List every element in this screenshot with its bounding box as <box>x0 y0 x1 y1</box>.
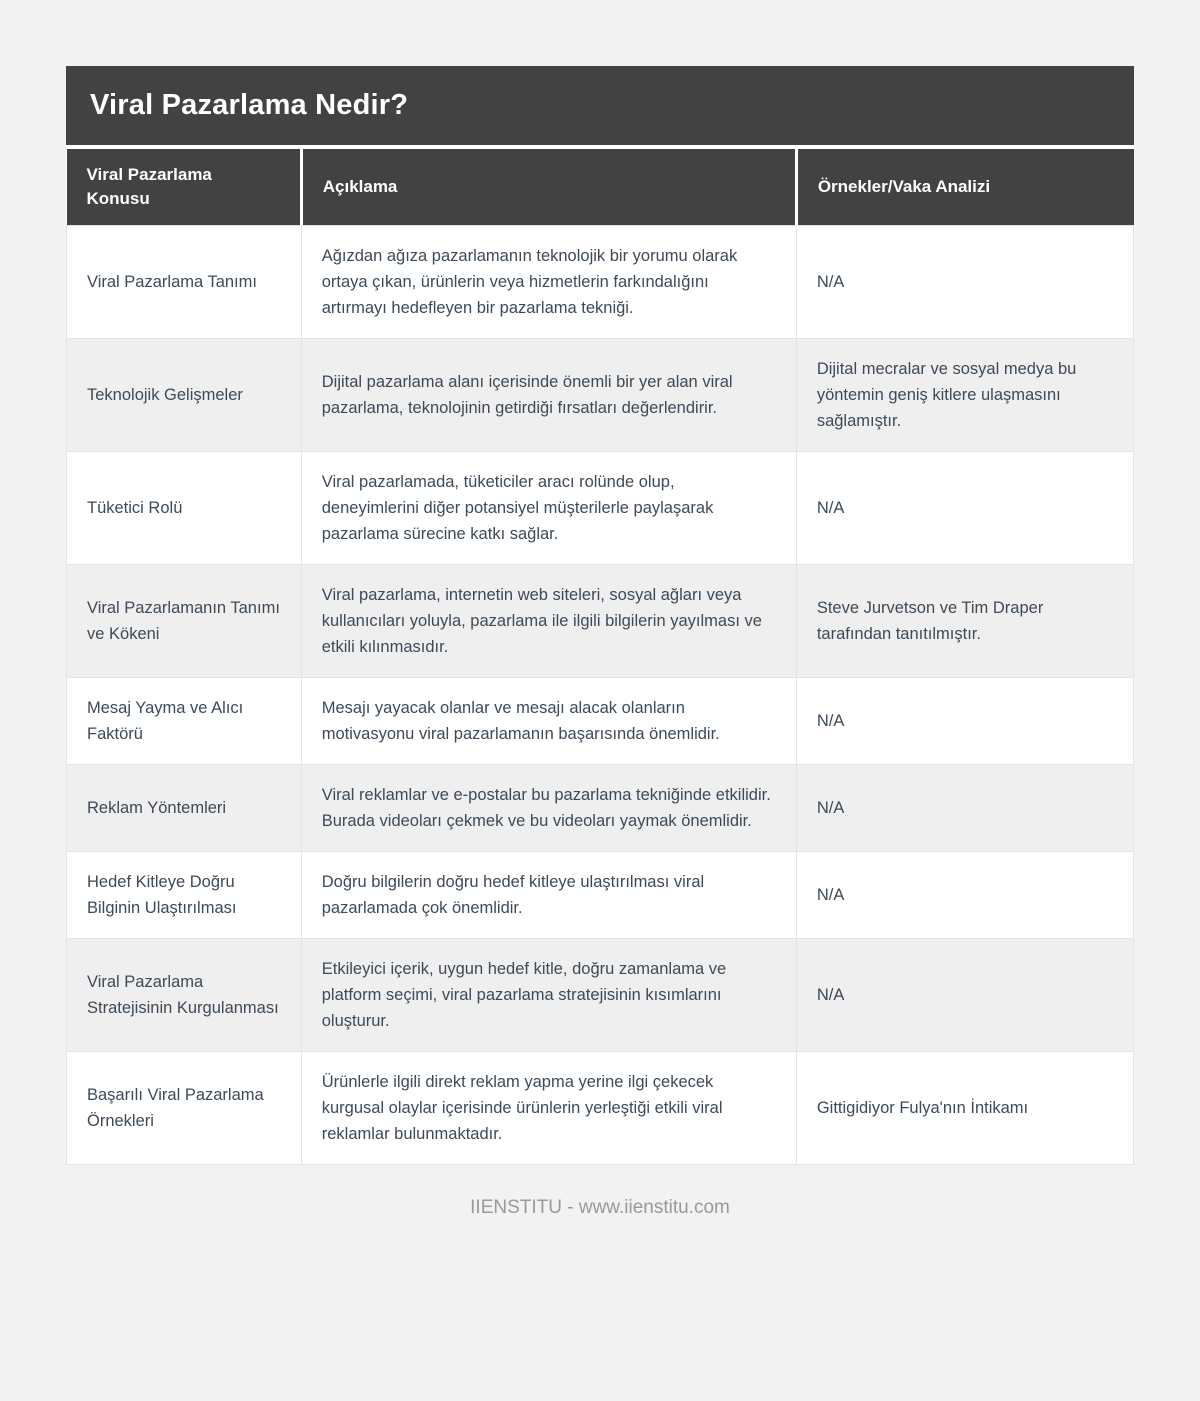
table-body <box>67 226 1134 1165</box>
cell-topic: Reklam Yöntemleri <box>67 765 302 852</box>
cell-description: Ürünlerle ilgili direkt reklam yapma yerine ilgi çekecek kurgusal olaylar içerisinde ürünlerin yerleştiği etkili viral reklamlar bulunmaktadır. <box>301 1052 796 1165</box>
cell-topic: Viral Pazarlamanın Tanımı ve Kökeni <box>67 565 302 678</box>
table-row <box>67 226 1134 339</box>
cell-description: Dijital pazarlama alanı içerisinde önemli bir yer alan viral pazarlama, teknolojinin getirdiği fırsatları değerlendirir. <box>301 339 796 452</box>
viral-marketing-table <box>66 145 1134 1165</box>
cell-description: Viral reklamlar ve e-postalar bu pazarlama tekniğinde etkilidir. Burada videoları çekmek ve bu videoları yaymak önemlidir. <box>301 765 796 852</box>
table-row <box>67 565 1134 678</box>
cell-example: N/A <box>796 226 1133 339</box>
footer-credit: IIENSTITU - www.iienstitu.com <box>470 1197 730 1218</box>
cell-description: Etkileyici içerik, uygun hedef kitle, doğru zamanlama ve platform seçimi, viral pazarlama stratejisinin kısımlarını oluşturur. <box>301 939 796 1052</box>
table-row <box>67 1052 1134 1165</box>
cell-topic: Teknolojik Gelişmeler <box>67 339 302 452</box>
cell-topic: Mesaj Yayma ve Alıcı Faktörü <box>67 678 302 765</box>
cell-example: N/A <box>796 765 1133 852</box>
cell-topic: Viral Pazarlama Tanımı <box>67 226 302 339</box>
table-row <box>67 678 1134 765</box>
table-row <box>67 939 1134 1052</box>
column-header-topic: Viral Pazarlama Konusu <box>67 147 302 226</box>
cell-topic: Başarılı Viral Pazarlama Örnekleri <box>67 1052 302 1165</box>
table-row <box>67 452 1134 565</box>
cell-example: Gittigidiyor Fulya'nın İntikamı <box>796 1052 1133 1165</box>
viral-marketing-card <box>66 66 1134 1165</box>
column-header-description: Açıklama <box>301 147 796 226</box>
cell-example: N/A <box>796 452 1133 565</box>
cell-topic: Tüketici Rolü <box>67 452 302 565</box>
column-header-examples: Örnekler/Vaka Analizi <box>796 147 1133 226</box>
cell-topic: Viral Pazarlama Stratejisinin Kurgulanması <box>67 939 302 1052</box>
cell-example: Steve Jurvetson ve Tim Draper tarafından tanıtılmıştır. <box>796 565 1133 678</box>
cell-example: N/A <box>796 678 1133 765</box>
table-header-row <box>67 147 1134 226</box>
cell-example: N/A <box>796 939 1133 1052</box>
cell-description: Viral pazarlama, internetin web siteleri, sosyal ağları veya kullanıcıları yoluyla, pazarlama ile ilgili bilgilerin yayılması ve etkili kılınmasıdır. <box>301 565 796 678</box>
cell-example: N/A <box>796 852 1133 939</box>
cell-description: Doğru bilgilerin doğru hedef kitleye ulaştırılması viral pazarlamada çok önemlidir. <box>301 852 796 939</box>
cell-description: Mesajı yayacak olanlar ve mesajı alacak olanların motivasyonu viral pazarlamanın başarısında önemlidir. <box>301 678 796 765</box>
cell-example: Dijital mecralar ve sosyal medya bu yöntemin geniş kitlere ulaşmasını sağlamıştır. <box>796 339 1133 452</box>
page-title: Viral Pazarlama Nedir? <box>66 66 1134 145</box>
cell-topic: Hedef Kitleye Doğru Bilginin Ulaştırılması <box>67 852 302 939</box>
table-row <box>67 765 1134 852</box>
cell-description: Viral pazarlamada, tüketiciler aracı rolünde olup, deneyimlerini diğer potansiyel müşterilerle paylaşarak pazarlama sürecine katkı sağlar. <box>301 452 796 565</box>
table-row <box>67 339 1134 452</box>
table-row <box>67 852 1134 939</box>
cell-description: Ağızdan ağıza pazarlamanın teknolojik bir yorumu olarak ortaya çıkan, ürünlerin veya hizmetlerin farkındalığını artırmayı hedefleyen bir pazarlama tekniği. <box>301 226 796 339</box>
